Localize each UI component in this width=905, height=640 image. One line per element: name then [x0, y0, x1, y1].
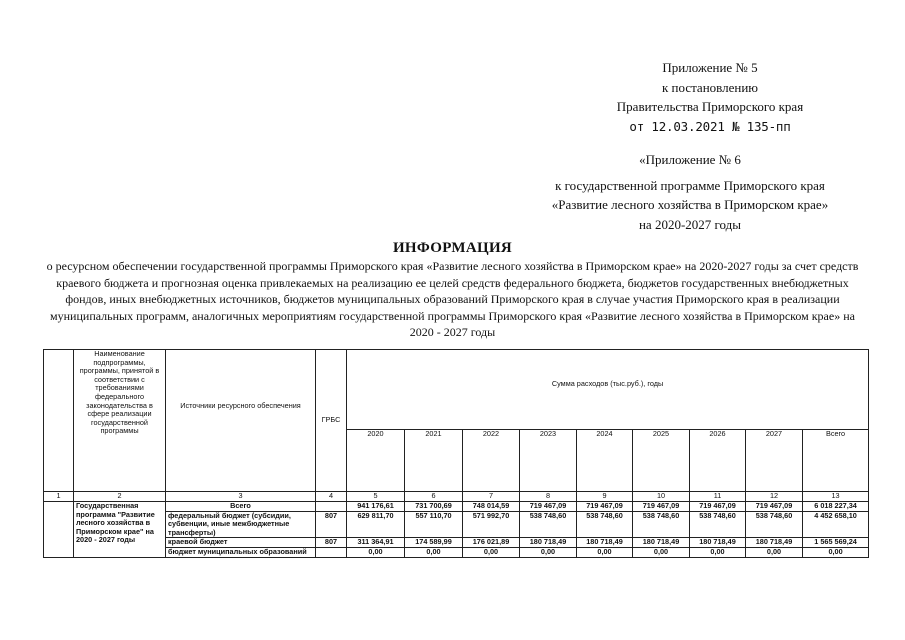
- grbs-cell: [316, 502, 347, 512]
- value-cell: 719 467,09: [633, 502, 690, 512]
- value-cell: 571 992,70: [463, 511, 520, 538]
- source-cell: бюджет муниципальных образований: [166, 547, 316, 557]
- approval-line-government: Правительства Приморского края: [616, 99, 804, 114]
- value-cell: 0,00: [463, 547, 520, 557]
- resource-table: [43, 349, 869, 558]
- value-cell: 180 718,49: [577, 538, 633, 548]
- table-row: [44, 502, 869, 512]
- column-number: 2: [74, 492, 166, 502]
- column-number: 11: [690, 492, 746, 502]
- value-cell: 311 364,91: [347, 538, 405, 548]
- approval-line-date-number: от 12.03.2021 № 135-пп: [629, 118, 791, 134]
- header-year: 2023: [520, 430, 577, 492]
- value-cell: 538 748,60: [633, 511, 690, 538]
- column-number: 10: [633, 492, 690, 502]
- table-row: [44, 538, 869, 548]
- source-cell: краевой бюджет: [166, 538, 316, 548]
- column-number: 13: [803, 492, 869, 502]
- row-number-cell: [44, 502, 74, 558]
- approval-block: [560, 58, 860, 136]
- header-year: 2025: [633, 430, 690, 492]
- header-year: 2021: [405, 430, 463, 492]
- approval-line-resolution: к постановлению: [661, 79, 759, 95]
- header-sum: Сумма расходов (тыс.руб.), годы: [347, 350, 869, 430]
- appendix6-line-program-name: «Развитие лесного хозяйства в Приморском крае»: [551, 197, 829, 212]
- column-number: 9: [577, 492, 633, 502]
- grbs-cell: 807: [316, 511, 347, 538]
- column-number: 4: [316, 492, 347, 502]
- value-cell: 176 021,89: [463, 538, 520, 548]
- header-year: 2022: [463, 430, 520, 492]
- value-cell: 174 589,99: [405, 538, 463, 548]
- grbs-cell: [316, 547, 347, 557]
- value-cell: 719 467,09: [577, 502, 633, 512]
- value-cell: 0,00: [405, 547, 463, 557]
- header-year: 2026: [690, 430, 746, 492]
- value-cell: 0,00: [520, 547, 577, 557]
- document-subtitle: о ресурсном обеспечении государственной программы Приморского края «Развитие лесного хозяйства в Приморском крае» на 2020-2027 годы за счет средств краевого бюджета и прогнозная оценка привлекаемых на реализацию ее целей средств федерального бюджета, бюджетов государственных внебюджетных фондов, иных внебюджетных источников, бюджетов муниципальных образований Приморского края в случае участия Приморского края в реализации муниципальных программ, аналогичных мероприятиям государственной программы Приморского края «Развитие лесного хозяйства в Приморском крае» на 2020 - 2027 годы: [46, 259, 859, 339]
- value-cell: 941 176,61: [347, 502, 405, 512]
- value-cell: 0,00: [690, 547, 746, 557]
- value-cell: 538 748,60: [577, 511, 633, 538]
- value-cell: 180 718,49: [520, 538, 577, 548]
- value-cell: 731 700,69: [405, 502, 463, 512]
- value-cell-total: 6 018 227,34: [803, 502, 869, 512]
- header-empty-cell: [44, 350, 74, 492]
- value-cell: 538 748,60: [746, 511, 803, 538]
- source-cell: Всего: [166, 502, 316, 512]
- value-cell: 748 014,59: [463, 502, 520, 512]
- value-cell: 557 110,70: [405, 511, 463, 538]
- column-number: 8: [520, 492, 577, 502]
- value-cell: 0,00: [746, 547, 803, 557]
- value-cell-total: 0,00: [803, 547, 869, 557]
- grbs-cell: 807: [316, 538, 347, 548]
- program-name: Государственная программа "Развитие лесного хозяйства в Приморском крае" на 2020 - 2027 годы: [74, 502, 166, 558]
- value-cell: 538 748,60: [690, 511, 746, 538]
- value-cell: 0,00: [633, 547, 690, 557]
- approval-line-appendix: Приложение № 5: [662, 60, 758, 75]
- value-cell: 180 718,49: [746, 538, 803, 548]
- column-number: 7: [463, 492, 520, 502]
- value-cell-total: 1 565 569,24: [803, 538, 869, 548]
- column-number: 12: [746, 492, 803, 502]
- appendix6-line-program: к государственной программе Приморского края: [555, 177, 825, 193]
- column-number: 6: [405, 492, 463, 502]
- table-row: [44, 547, 869, 557]
- column-number: 5: [347, 492, 405, 502]
- value-cell: 180 718,49: [690, 538, 746, 548]
- header-year: 2020: [347, 430, 405, 492]
- header-name: Наименование подпрограммы, программы, принятой в соответствии с требованиями федерального законодательства в сфере реализации государственной программы: [74, 350, 166, 492]
- header-source: Источники ресурсного обеспечения: [166, 350, 316, 492]
- appendix6-line-period: на 2020-2027 годы: [638, 216, 742, 232]
- column-number: 1: [44, 492, 74, 502]
- header-year-total: Всего: [803, 430, 869, 492]
- value-cell: 538 748,60: [520, 511, 577, 538]
- value-cell: 719 467,09: [520, 502, 577, 512]
- header-grbs: ГРБС: [316, 350, 347, 492]
- source-cell: федеральный бюджет (субсидии, субвенции, иные межбюджетные трансферты): [166, 511, 316, 538]
- value-cell: 0,00: [577, 547, 633, 557]
- value-cell: 719 467,09: [746, 502, 803, 512]
- value-cell: 0,00: [347, 547, 405, 557]
- appendix6-line-number: «Приложение № 6: [639, 152, 741, 167]
- table-row: [44, 511, 869, 538]
- value-cell: 719 467,09: [690, 502, 746, 512]
- value-cell: 180 718,49: [633, 538, 690, 548]
- value-cell: 629 811,70: [347, 511, 405, 538]
- document-title: ИНФОРМАЦИЯ: [392, 240, 513, 256]
- value-cell-total: 4 452 658,10: [803, 511, 869, 538]
- header-year: 2024: [577, 430, 633, 492]
- column-number: 3: [166, 492, 316, 502]
- appendix6-block: [510, 150, 870, 234]
- header-year: 2027: [746, 430, 803, 492]
